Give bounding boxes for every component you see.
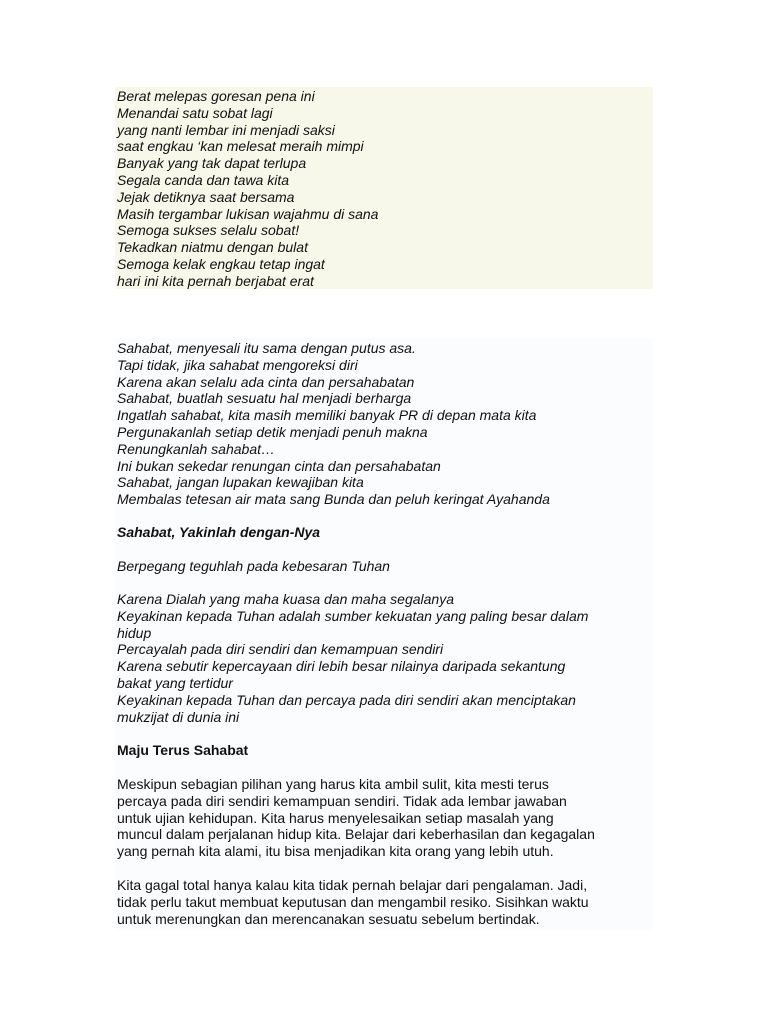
reflection-line: Membalas tetesan air mata sang Bunda dan peluh keringat Ayahanda xyxy=(117,491,550,508)
paragraph-line: Kita gagal total hanya kalau kita tidak pernah belajar dari pengalaman. Jadi, xyxy=(117,877,588,893)
section-heading-maju: Maju Terus Sahabat xyxy=(117,742,249,758)
paragraph-line: Meskipun sebagian pilihan yang harus kita ambil sulit, kita mesti terus xyxy=(117,776,549,792)
poem-line: Semoga kelak engkau tetap ingat xyxy=(117,255,325,272)
paragraph-line: muncul dalam perjalanan hidup kita. Belajar dari keberhasilan dan kegagalan xyxy=(117,826,595,843)
yakin-line: Keyakinan kepada Tuhan adalah sumber kekuatan yang paling besar dalam xyxy=(117,607,589,624)
yakin-line: Karena Dialah yang maha kuasa dan maha segalanya xyxy=(117,591,455,607)
yakin-line: bakat yang tertidur xyxy=(117,674,233,691)
poem-line: Berat melepas goresan pena ini xyxy=(117,88,315,104)
yakin-line: Keyakinan kepada Tuhan dan percaya pada diri sendiri akan menciptakan xyxy=(117,691,576,708)
poem-line: Banyak yang tak dapat terlupa xyxy=(117,155,307,172)
paragraph-line: percaya pada diri sendiri kemampuan sendiri. Tidak ada lembar jawaban xyxy=(117,792,567,809)
reflection-block xyxy=(117,340,550,508)
paragraph-line: tidak perlu takut membuat keputusan dan mengambil resiko. Sisihkan waktu xyxy=(117,893,589,910)
poem-line: Tekadkan niatmu dengan bulat xyxy=(117,239,308,256)
reflection-line: Ingatlah sahabat, kita masih memiliki banyak PR di depan mata kita xyxy=(117,407,537,424)
paragraph-line: yang pernah kita alami, itu bisa menjadikan kita orang yang lebih utuh. xyxy=(117,843,554,860)
poem-line: Jejak detiknya saat bersama xyxy=(117,188,295,205)
paragraph-line: untuk merenungkan dan merencanakan sesuatu sebelum bertindak. xyxy=(117,910,540,927)
reflection-line: Sahabat, jangan lupakan kewajiban kita xyxy=(117,474,364,491)
reflection-line: Sahabat, buatlah sesuatu hal menjadi berharga xyxy=(117,390,412,407)
reflection-line: Renungkanlah sahabat… xyxy=(117,440,276,457)
poem-line: yang nanti lembar ini menjadi saksi xyxy=(117,121,335,138)
section-heading-yakin: Sahabat, Yakinlah dengan-Nya xyxy=(117,524,321,540)
reflection-line: Karena akan selalu ada cinta dan persahabatan xyxy=(117,373,415,390)
reflection-line: Ini bukan sekedar renungan cinta dan persahabatan xyxy=(117,457,441,474)
reflection-line: Sahabat, menyesali itu sama dengan putus asa. xyxy=(117,340,416,356)
maju-paragraph-2 xyxy=(117,877,589,927)
yakin-line: hidup xyxy=(117,624,152,641)
reflection-line: Pergunakanlah setiap detik menjadi penuh makna xyxy=(117,423,428,440)
yakin-line: mukzijat di dunia ini xyxy=(117,708,240,725)
reflection-line: Tapi tidak, jika sahabat mengoreksi diri xyxy=(117,356,358,373)
paragraph-line: untuk ujian kehidupan. Kita harus menyelesaikan setiap masalah yang xyxy=(117,809,554,826)
section-intro: Berpegang teguhlah pada kebesaran Tuhan xyxy=(117,558,390,574)
maju-paragraph-1 xyxy=(117,776,595,860)
poem-line: saat engkau ‘kan melesat meraih mimpi xyxy=(117,138,364,155)
poem-line: Menandai satu sobat lagi xyxy=(117,104,273,121)
yakin-line: Percayalah pada diri sendiri dan kemampuan sendiri xyxy=(117,641,444,658)
yakin-block xyxy=(117,591,588,725)
poem-line: hari ini kita pernah berjabat erat xyxy=(117,272,314,289)
poem-line: Masih tergambar lukisan wajahmu di sana xyxy=(117,205,379,222)
yakin-line: Karena sebutir kepercayaan diri lebih besar nilainya daripada sekantung xyxy=(117,658,566,675)
poem xyxy=(117,88,378,290)
poem-line: Semoga sukses selalu sobat! xyxy=(117,222,300,239)
poem-line: Segala canda dan tawa kita xyxy=(117,171,290,188)
